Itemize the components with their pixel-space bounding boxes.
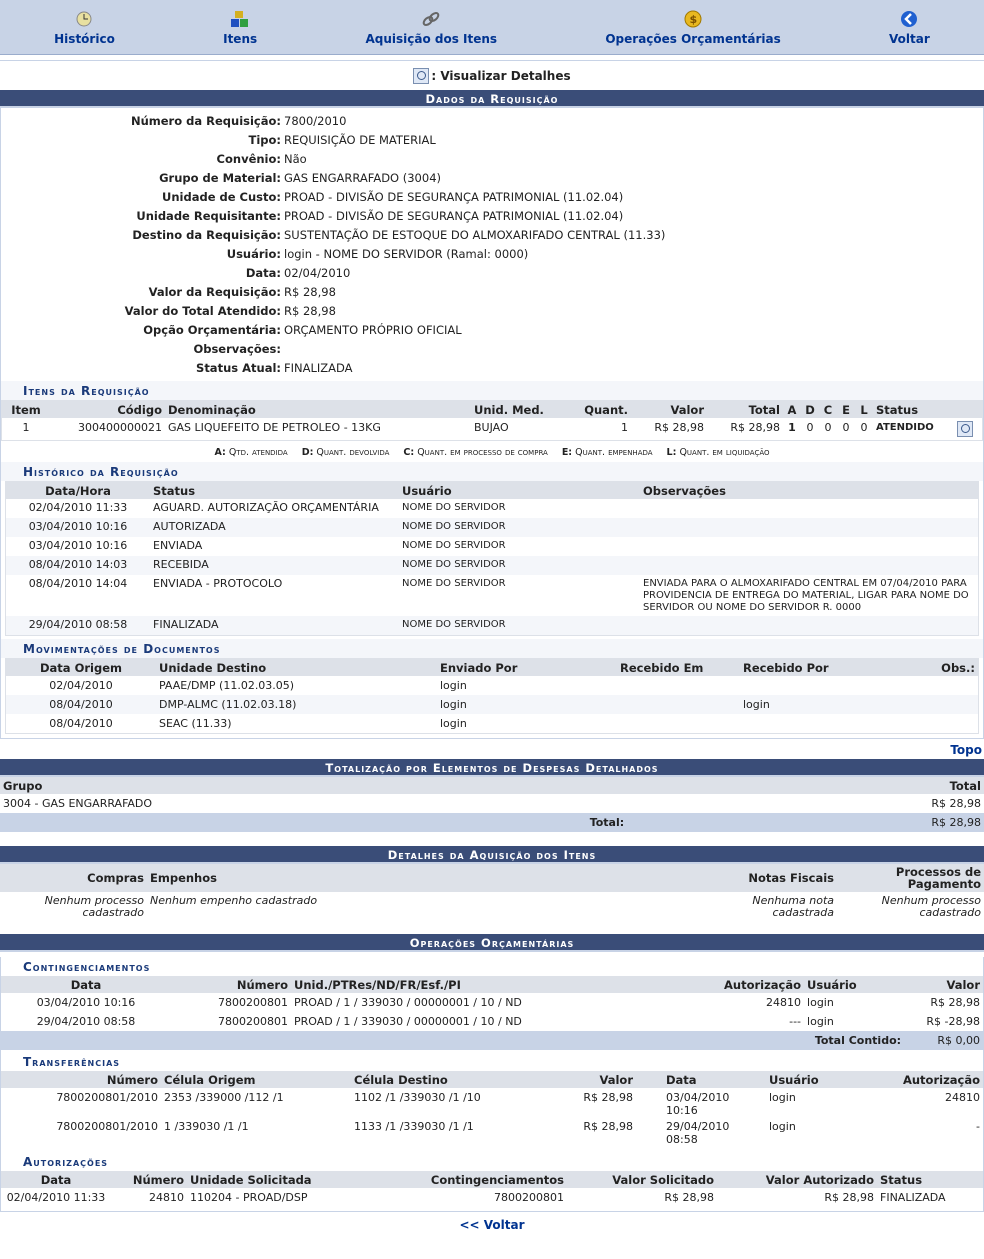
table-cell: AUTORIZADA [150,518,399,537]
col-enviado-por: Enviado Por [437,659,617,676]
table-cell: DMP-ALMC (11.02.03.18) [156,695,437,714]
table-cell: NOME DO SERVIDOR [402,502,506,513]
col-valor: Valor [631,401,707,418]
col-item: Item [2,401,50,418]
table-cell: R$ 28,98 [583,1120,633,1133]
table-row [6,575,978,616]
field-label: Data: [245,265,281,280]
col-notas: Notas Fiscais [744,864,837,892]
movs-title: Movimentações de Documentos [1,639,983,658]
total-contido-label: Total Contido: [1,1031,904,1050]
col-recebido-por: Recebido Por [740,659,880,676]
field-row [1,263,983,282]
total-value: R$ 28,98 [724,813,984,832]
col-usuario: Usuário [399,482,640,499]
table-cell: login [437,695,617,714]
col-empenhos: Empenhos [147,864,744,892]
aut-table [1,1171,983,1207]
field-label: Destino da Requisição: [132,227,281,242]
cont-table [1,976,983,1050]
table-cell: 7800200801/2010 [56,1120,158,1133]
table-cell [617,714,740,733]
table-cell [880,714,978,733]
nav-operacoes-label: Operações Orçamentárias [605,32,781,46]
col-numero: Número [111,1171,187,1188]
table-row [1,1012,983,1031]
legend-key: A: [214,447,226,458]
transf-table [1,1071,983,1146]
table-cell: 29/04/2010 08:58 [666,1120,730,1146]
top-navigation [0,0,984,55]
field-row [1,339,983,358]
item-valor: R$ 28,98 [654,421,704,434]
col-valor-solicitado: Valor Solicitado [567,1171,717,1188]
table-cell: 02/04/2010 [49,679,113,692]
col-valor-autorizado: Valor Autorizado [717,1171,877,1188]
table-cell: 1102 /1 /339030 /1 /10 [354,1091,481,1104]
coin-icon [683,9,703,29]
table-cell: PROAD / 1 / 339030 / 00000001 / 10 / ND [294,996,522,1009]
field-label: Grupo de Material: [159,170,281,185]
table-cell [617,676,740,695]
table-cell: login [440,717,467,730]
col-obs: Obs.: [880,659,978,676]
field-label: Tipo: [248,132,281,147]
table-row [6,518,978,537]
table-cell: 24810 [945,1091,980,1104]
table-cell: 08/04/2010 [6,695,156,714]
table-cell: FINALIZADA [150,616,399,635]
field-value: 7800/2010 [284,113,347,128]
legend-key: E: [561,447,573,458]
col-codigo: Código [50,401,165,418]
legend-text: Qtd. atendida [228,447,288,458]
col-valor: Valor [526,1071,636,1088]
table-cell: 03/04/2010 10:16 [28,539,128,552]
nav-aquisicao[interactable] [365,9,497,46]
table-row [1,993,983,1012]
field-label: Opção Orçamentária: [143,322,281,337]
itens-box [1,400,983,441]
total-row [1,1031,983,1050]
itens-title: Itens da Requisição [1,381,983,400]
field-value: PROAD - DIVISÃO DE SEGURANÇA PATRIMONIAL (11.02.04) [284,208,624,223]
table-cell: 29/04/2010 08:58 [6,616,150,635]
col-celula-origem: Célula Origem [161,1071,351,1088]
col-status: Status [150,482,399,499]
table-cell: login [740,695,880,714]
table-cell: R$ 28,98 [664,1191,714,1204]
dados-title: Dados da Requisição [0,90,984,108]
table-row [6,714,978,733]
field-label: Unidade Requisitante: [136,208,281,223]
table-cell: 02/04/2010 11:33 [28,501,128,514]
item-codigo: 300400000021 [78,421,162,434]
table-row [6,499,978,518]
field-value: R$ 28,98 [284,284,336,299]
table-row [6,616,978,635]
table-cell [640,556,978,575]
table-cell: R$ 28,98 [930,996,980,1009]
table-cell: R$ 28,98 [583,1091,633,1104]
legend-key: D: [301,447,314,458]
col-processos: Processos de Pagamento [837,864,984,892]
field-label: Observações: [193,341,281,356]
table-cell: 03/04/2010 10:16 [6,518,150,537]
table-cell: NOME DO SERVIDOR [399,616,640,635]
legend-key: L: [666,447,677,458]
table-cell: 7800200801 [218,996,288,1009]
field-label: Número da Requisição: [130,113,281,128]
total-label: Total: [0,813,724,832]
historico-title: Histórico da Requisição [1,462,983,481]
legend-key: C: [403,447,415,458]
nav-voltar[interactable] [889,9,930,46]
table-cell: 110204 - PROAD/DSP [190,1191,308,1204]
table-row [6,676,978,695]
aut-title: Autorizações [23,1155,109,1169]
table-cell [640,499,978,518]
col-cont: Contingenciamentos [427,1171,567,1188]
col-unidade: Unidade Solicitada [187,1171,427,1188]
legend-entry [562,447,653,458]
col-total: Total [707,401,783,418]
col-observacoes: Observações [640,482,978,499]
col-autorizacao: Autorização [866,1071,983,1088]
nav-itens-label: Itens [223,32,258,46]
table-row [1,1117,983,1146]
field-value: 02/04/2010 [284,265,351,280]
table-cell: NOME DO SERVIDOR [402,578,506,589]
table-cell: 7800200801/2010 [56,1091,158,1104]
svg-text:$: $ [689,13,698,26]
table-cell: SEAC (11.33) [159,717,232,730]
table-cell: login [807,1015,834,1028]
field-row [1,206,983,225]
view-details-icon [413,68,429,84]
table-cell: - [976,1120,980,1133]
table-cell: NOME DO SERVIDOR [402,540,506,551]
table-cell: 08/04/2010 14:04 [28,577,128,590]
item-total: R$ 28,98 [730,421,780,434]
item-denominacao: GAS LIQUEFEITO DE PETROLEO - 13KG [168,421,381,434]
field-row [1,301,983,320]
legend-entry [403,447,547,458]
table-cell [740,676,880,695]
table-cell [880,695,978,714]
table-cell: 29/04/2010 08:58 [36,1015,136,1028]
grupo-cell: 3004 - GAS ENGARRAFADO [3,797,153,810]
legend-entry [214,447,287,458]
col-data-origem: Data Origem [6,659,156,676]
col-numero: Número [1,1071,161,1088]
total-row [0,813,984,832]
clock-icon [74,9,94,29]
legend-text: Quant. empenhada [575,447,653,458]
table-cell: R$ 28,98 [824,1191,874,1204]
col-usuario: Usuário [804,976,904,993]
notas-cell: Nenhuma nota cadastrada [752,894,834,919]
table-cell: ENVIADA - PROTOCOLO [153,577,283,590]
table-cell [740,714,880,733]
table-row [0,794,984,813]
table-cell: 08/04/2010 [49,717,113,730]
table-cell: 03/04/2010 10:16 [36,996,136,1009]
item-quant: 1 [621,421,628,434]
table-cell: login [807,996,834,1009]
table-cell [617,695,740,714]
item-l: 0 [860,421,868,434]
col-denominacao: Denominação [165,401,471,418]
table-cell: login [769,1091,796,1104]
movs-box [5,658,979,734]
col-status: Status [873,401,954,418]
field-value: SUSTENTAÇÃO DE ESTOQUE DO ALMOXARIFADO CENTRAL (11.33) [284,227,666,242]
col-data: Data [1,976,171,993]
table-cell: NOME DO SERVIDOR [399,556,640,575]
field-value: PROAD - DIVISÃO DE SEGURANÇA PATRIMONIAL (11.02.04) [284,189,624,204]
topo-link[interactable]: Topo [950,743,982,757]
table-cell: RECEBIDA [150,556,399,575]
table-cell: 1 /339030 /1 /1 [164,1120,249,1133]
aquisicao-table [0,864,984,922]
item-d: 0 [806,421,814,434]
legend-text: Quant. devolvida [316,447,390,458]
field-label: Valor da Requisição: [148,284,281,299]
col-action [954,401,982,418]
table-cell: 02/04/2010 11:33 [6,1191,106,1204]
field-value: Não [284,151,307,166]
col-numero: Número [171,976,291,993]
field-row [1,320,983,339]
table-row [1,1088,983,1117]
view-details-icon[interactable] [957,421,973,437]
nav-historico[interactable] [54,9,115,46]
table-cell [640,537,978,556]
col-datahora: Data/Hora [6,482,150,499]
field-row [1,111,983,130]
field-row [1,225,983,244]
table-cell: 1133 /1 /339030 /1 /1 [354,1120,474,1133]
item-a: 1 [788,421,796,434]
col-status: Status [877,1171,983,1188]
cont-title: Contingenciamentos [23,960,151,974]
col-unid: Unid./PTRes/ND/FR/Esf./PI [291,976,721,993]
field-label: Usuário: [226,246,281,261]
historico-table [6,482,978,635]
col-a: A [783,401,801,418]
table-cell: login [769,1120,796,1133]
item-c: 0 [824,421,832,434]
col-total: Total [724,777,984,794]
field-row [1,149,983,168]
itens-legend [1,441,983,462]
historico-box [5,481,979,636]
item-num: 1 [22,421,30,434]
table-cell: ENVIADA PARA O ALMOXARIFADO CENTRAL EM 07/04/2010 PARA PROVIDENCIA DE ENTREGA DO MATERIAL, LIGAR PARA NOME DO SERVIDOR OU NOME DO SERVIDOR R. 0000 [643,578,969,613]
totalizacao-title: Totalização por Elementos de Despesas Detalhados [0,759,984,777]
nav-voltar-label: Voltar [889,32,930,46]
back-arrow-icon [899,9,919,29]
col-c: C [819,401,837,418]
field-value: REQUISIÇÃO DE MATERIAL [284,132,436,147]
table-row [6,537,978,556]
table-cell: 24810 [766,996,802,1009]
item-unid: BUJAO [474,421,509,434]
table-cell: login [440,679,467,692]
voltar-link[interactable]: << Voltar [459,1218,525,1232]
field-row [1,168,983,187]
field-row [1,282,983,301]
table-cell [640,518,978,537]
table-cell: 7800200801 [218,1015,288,1028]
table-row [6,695,978,714]
field-value: R$ 28,98 [284,303,336,318]
col-unid: Unid. Med. [471,401,575,418]
col-l: L [855,401,873,418]
table-cell: AGUARD. AUTORIZAÇÃO ORÇAMENTÁRIA [153,501,379,514]
table-cell [880,676,978,695]
transf-title: Transferências [23,1055,121,1069]
table-cell: 08/04/2010 14:03 [6,556,150,575]
col-valor: Valor [904,976,983,993]
field-label: Unidade de Custo: [162,189,281,204]
nav-historico-label: Histórico [54,32,115,46]
col-d: D [801,401,819,418]
aquisicao-title: Detalhes da Aquisição dos Itens [0,846,984,864]
nav-itens[interactable] [223,9,257,46]
field-value: login - NOME DO SERVIDOR (Ramal: 0000) [284,246,529,261]
view-legend-text: : Visualizar Detalhes [431,68,571,83]
table-row [1,1188,983,1207]
item-status: ATENDIDO [876,422,934,433]
nav-aquisicao-label: Aquisição dos Itens [365,32,498,46]
col-data: Data [636,1071,766,1088]
field-row [1,244,983,263]
col-compras: Compras [0,864,147,892]
table-cell: 2353 /339000 /112 /1 [164,1091,284,1104]
table-row [2,418,982,440]
table-row [6,556,978,575]
view-legend [0,60,984,90]
nav-operacoes[interactable] [605,9,780,46]
field-label: Valor do Total Atendido: [124,303,281,318]
compras-cell: Nenhum processo cadastrado [44,894,144,919]
col-data: Data [1,1171,111,1188]
col-celula-destino: Célula Destino [351,1071,526,1088]
operacoes-title: Operações Orçamentárias [0,934,984,952]
table-cell: NOME DO SERVIDOR [399,518,640,537]
field-value: ORÇAMENTO PRÓPRIO OFICIAL [284,322,462,337]
operacoes-panel [0,957,984,1212]
field-row [1,187,983,206]
col-quant: Quant. [575,401,631,418]
total-contido-value: R$ 0,00 [904,1031,983,1050]
dados-panel [0,108,984,739]
field-value: FINALIZADA [284,360,353,375]
table-row [0,892,984,922]
table-cell: 24810 [149,1191,184,1204]
link-icon [421,9,441,29]
field-row [1,130,983,149]
table-cell [640,616,978,635]
item-view-cell [954,418,982,440]
legend-text: Quant. em liquidação [679,447,770,458]
field-row [1,358,983,377]
field-label: Status Atual: [196,360,281,375]
table-cell: 03/04/2010 10:16 [666,1091,730,1117]
table-cell: PROAD / 1 / 339030 / 00000001 / 10 / ND [294,1015,522,1028]
legend-entry [667,447,770,458]
col-unidade-destino: Unidade Destino [156,659,437,676]
col-e: E [837,401,855,418]
field-label: Convênio: [216,151,281,166]
item-e: 0 [842,421,850,434]
table-cell: 7800200801 [494,1191,564,1204]
processos-cell: Nenhum processo cadastrado [881,894,981,919]
col-grupo: Grupo [0,777,724,794]
empenhos-cell: Nenhum empenho cadastrado [150,894,318,907]
col-autorizacao: Autorização [721,976,804,993]
col-recebido-em: Recebido Em [617,659,740,676]
movs-table [6,659,978,733]
table-cell: ENVIADA [153,539,203,552]
col-usuario: Usuário [766,1071,866,1088]
itens-table [2,401,982,440]
table-cell: R$ -28,98 [926,1015,980,1028]
table-cell: FINALIZADA [880,1191,946,1204]
cubes-icon [230,9,250,29]
table-cell: --- [789,1015,802,1028]
totalizacao-table [0,777,984,832]
field-value: GAS ENGARRAFADO (3004) [284,170,441,185]
legend-entry [302,447,390,458]
total-cell: R$ 28,98 [931,797,981,810]
table-cell: PAAE/DMP (11.02.03.05) [159,679,295,692]
legend-text: Quant. em processo de compra [417,447,548,458]
